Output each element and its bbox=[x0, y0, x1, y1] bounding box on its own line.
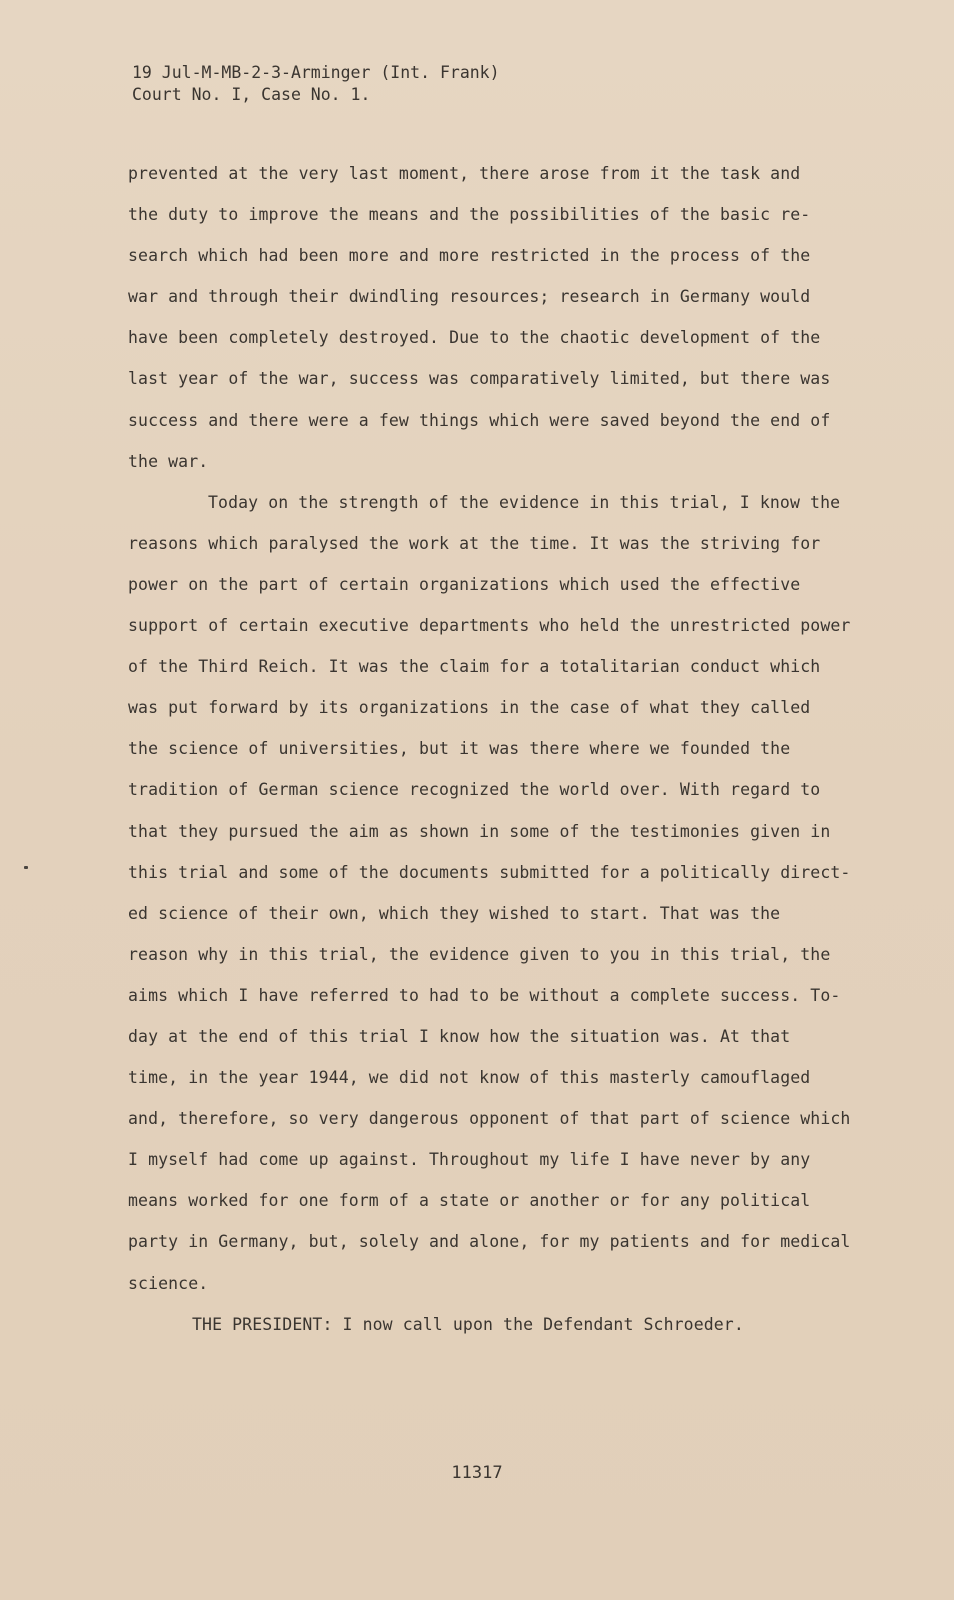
text-line: party in Germany, but, solely and alone, for my patients and for medical bbox=[128, 1232, 851, 1252]
text-line: I myself had come up against. Throughout my life I have never by any bbox=[128, 1150, 811, 1170]
text-line: power on the part of certain organizations which used the effective bbox=[128, 574, 801, 594]
text-line: of the Third Reich. It was the claim for a totalitarian conduct which bbox=[128, 657, 821, 677]
text-line: this trial and some of the documents submitted for a politically direct- bbox=[128, 862, 851, 882]
text-line: success and there were a few things which were saved beyond the end of bbox=[128, 410, 831, 430]
text-line: the science of universities, but it was there where we founded the bbox=[128, 739, 791, 759]
text-line: prevented at the very last moment, there arose from it the task and bbox=[128, 164, 801, 183]
page-number: 11317 bbox=[451, 1463, 503, 1483]
header-court-case: Court No. I, Case No. 1. bbox=[132, 85, 371, 104]
speaker-line: THE PRESIDENT: I now call upon the Defendant Schroeder. bbox=[192, 1314, 744, 1334]
transcript-body bbox=[128, 162, 868, 1354]
text-line: war and through their dwindling resources; research in Germany would bbox=[128, 287, 811, 307]
document-header bbox=[132, 62, 500, 106]
text-line: the war. bbox=[128, 451, 209, 471]
text-line: the duty to improve the means and the possibilities of the basic re- bbox=[128, 205, 811, 225]
text-line: reasons which paralysed the work at the time. It was the striving for bbox=[128, 533, 821, 553]
text-line: search which had been more and more restricted in the process of the bbox=[128, 246, 811, 266]
text-line: was put forward by its organizations in the case of what they called bbox=[128, 698, 811, 718]
text-line: ed science of their own, which they wished to start. That was the bbox=[128, 903, 781, 923]
text-line: time, in the year 1944, we did not know of this masterly camouflaged bbox=[128, 1068, 811, 1088]
text-line: have been completely destroyed. Due to the chaotic development of the bbox=[128, 328, 821, 348]
text-line: day at the end of this trial I know how the situation was. At that bbox=[128, 1026, 791, 1046]
text-line: means worked for one form of a state or another or for any political bbox=[128, 1191, 811, 1211]
header-reference: 19 Jul-M-MB-2-3-Arminger (Int. Frank) bbox=[132, 63, 500, 82]
text-line: support of certain executive departments who held the unrestricted power bbox=[128, 616, 851, 636]
text-line: reason why in this trial, the evidence given to you in this trial, the bbox=[128, 944, 831, 964]
paragraph-start-line: Today on the strength of the evidence in this trial, I know the bbox=[208, 492, 841, 512]
text-line: science. bbox=[128, 1273, 209, 1293]
text-line: tradition of German science recognized the world over. With regard to bbox=[128, 780, 821, 800]
margin-mark bbox=[24, 866, 28, 869]
text-line: last year of the war, success was comparatively limited, but there was bbox=[128, 369, 831, 389]
text-line: aims which I have referred to had to be without a complete success. To- bbox=[128, 985, 841, 1005]
text-line: and, therefore, so very dangerous opponent of that part of science which bbox=[128, 1109, 851, 1129]
text-line: that they pursued the aim as shown in some of the testimonies given in bbox=[128, 821, 831, 841]
